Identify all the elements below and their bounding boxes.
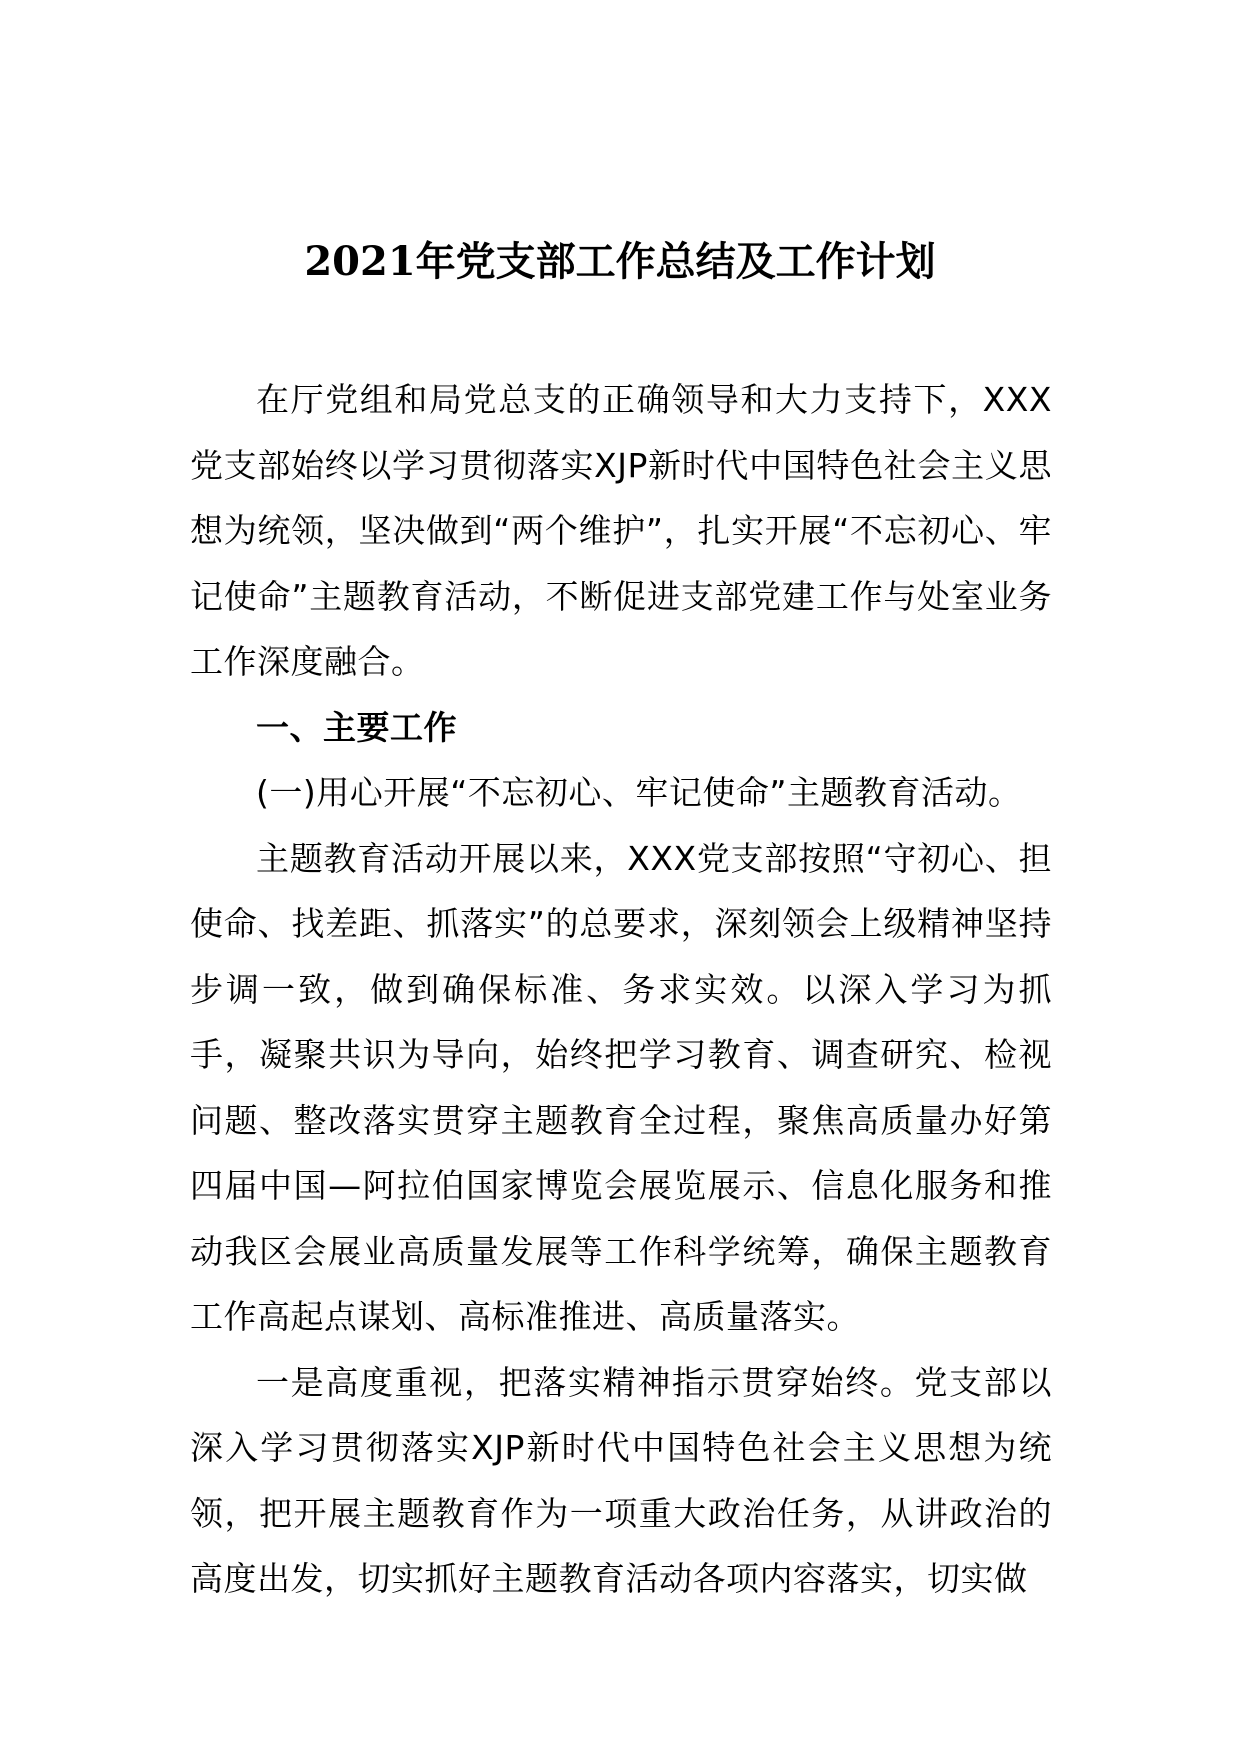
section-heading-main-work: 一、主要工作 bbox=[256, 707, 457, 747]
document-body bbox=[190, 367, 1052, 1612]
point-one-paragraph: 一是高度重视，把落实精神指示贯穿始终。党支部以深入学习贯彻落实XJP新时代中国特色社会主义思想为统领，把开展主题教育作为一项重大政治任务，从讲政治的高度出发，切实抓好主题教育活动各项内容落实，切实做 bbox=[190, 1362, 1052, 1598]
subsection-heading-theme-education: (一)用心开展“不忘初心、牢记使命”主题教育活动。 bbox=[256, 773, 1022, 812]
intro-paragraph: 在厅党组和局党总支的正确领导和大力支持下，XXX党支部始终以学习贯彻落实XJP新时代中国特色社会主义思想为统领，坚决做到“两个维护”，扎实开展“不忘初心、牢记使命”主题教育活动，不断促进支部党建工作与处室业务工作深度融合。 bbox=[190, 380, 1052, 681]
theme-education-paragraph: 主题教育活动开展以来，XXX党支部按照“守初心、担使命、找差距、抓落实”的总要求，深刻领会上级精神坚持步调一致，做到确保标准、务求实效。以深入学习为抓手，凝聚共识为导向，始终把学习教育、调查研究、检视问题、整改落实贯穿主题教育全过程，聚焦高质量办好第四届中国—阿拉伯国家博览会展览展示、信息化服务和推动我区会展业高质量发展等工作科学统筹，确保主题教育工作高起点谋划、高标准推进、高质量落实。 bbox=[190, 838, 1052, 1336]
document-title: 2021年党支部工作总结及工作计划 bbox=[304, 238, 936, 285]
